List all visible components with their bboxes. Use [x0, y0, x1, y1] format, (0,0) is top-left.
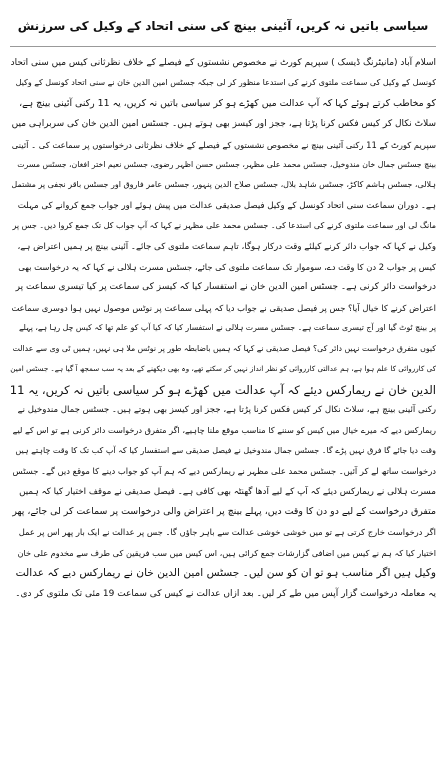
article-line: کی کارروائی کا علم ہوا ہے، ہم عدالتی کارروائی کو نظر انداز نہیں کر سکتے تھے، وہ بھی دیکھنے کے بعد یہ سب سمجھ آ گیا ہے۔ جسٹس امین	[10, 364, 436, 374]
article-line: الدین خان نے ریمارکس دیئے کہ آپ عدالت میں کھڑے ہو کر سیاسی باتیں نہ کریں، یہ 11	[10, 382, 436, 397]
article-line: اسلام آباد (مانیٹرنگ ڈیسک ) سپریم کورٹ نے مخصوص نشستوں کے فیصلے کے خلاف نظرثانی کیس میں سنی اتحاد	[10, 58, 436, 68]
article-line: کیس پر جواب 2 دن کا وقت دے، سوموار تک سماعت ملتوی کی جائے، جسٹس مسرت ہلالی نے کہا کہ یہ درخواست بھی	[18, 262, 436, 273]
article-line: اعتراض کرنے کا خیال آیا؟ جس پر فیصل صدیقی نے جواب دیا کہ پہلی سماعت پر نوٹس موصول نہیں ہوا دوسری سماعت	[11, 302, 436, 313]
article-line: بینچ جسٹس جمال خان مندوخیل، جسٹس محمد علی مظہر، جسٹس حسن اظہر رضوی، جسٹس نعیم اختر افغان، جسٹس مسرت	[17, 160, 436, 170]
article-line: مسرت ہلالی نے ریمارکس دیئے کہ آپ کے لیے آدھا گھنٹہ بھی کافی ہے۔ فیصل صدیقی نے موقف اختیار کیا کہ ہمیں	[19, 486, 436, 497]
article-line: ریمارکس دیے کہ میرے خیال میں کیس کو سننے کا مناسب موقع ملنا چاہیے، اگر متفرق درخواست دائر کرنی ہے تو اس کے لیے	[12, 425, 436, 436]
article-line: یہ معاملہ درخواست گزار آپس میں طے کر لیں۔ بعد ازاں عدالت نے کیس کی سماعت 19 مئی تک ملتوی کر دی۔	[15, 588, 436, 599]
article-line: مانگ لی اور سماعت ملتوی کرنے کی استدعا کی۔ جسٹس محمد علی مظہر نے کہا کہ آپ جواب کل تک جمع کروا دیں۔ جس پر	[12, 221, 436, 231]
article-line: اگر درخواست خارج کرتی ہے تو میں خوشی خوشی عدالت سے باہر جاؤں گا۔ جس پر عدالت نے ایک بار پھر اس پر عمل	[18, 527, 436, 538]
article-line: کیوں متفرق درخواست نہیں دائر کی؟ فیصل صدیقی نے کہا کہ ہمیں باضابطہ طور پر نوٹس ملا ہی نہیں، ہمیں ٹی وی سے عدالت	[12, 343, 436, 353]
article-line: وقت دیا جائے گا فرق نہیں پڑے گا۔ جسٹس جمال مندوخیل نے فیصل صدیقی سے استفسار کیا کہ آپ کب تک کا وقت چاہتے ہیں	[15, 445, 436, 455]
article-line: اختیار کیا کہ ہم نے کیس میں اضافی گزارشات جمع کرائی ہیں، اس کیس میں سب فریقین کی طرف سے مخدوم علی خان	[17, 547, 436, 558]
article-line: درخواست دائر کرنی ہے۔ جسٹس امین الدین خان نے استفسار کیا کہ کیسز کی سماعت پر کیا تیسری سماعت پر	[15, 282, 436, 293]
article-line: متفرق درخواست کے لیے دو دن کا وقت دیں، پہلے بینچ پر اعتراض والی درخواست پر سماعت کر لی جائے، پھر	[12, 505, 436, 517]
article-body	[10, 53, 436, 604]
article-line: درخواست ساتھ لے کر آئیں۔ جسٹس محمد علی مظہر نے ریمارکس دیے کہ ہم آپ کو جواب دینے کا موقع دیں گے۔ جسٹس	[12, 466, 436, 477]
article-line: پر بینچ ٹوٹ گیا اور آج تیسری سماعت ہے۔ جسٹس مسرت ہلالی نے استفسار کیا کہ کیا آپ کو علم تھا کہ کیس چل رہا ہے، پہلے	[18, 323, 436, 333]
article-line: وکیل نے کہا کہ جواب دائر کرنے کیلئے وقت درکار ہوگا، تاہم سماعت ملتوی کی جائے۔ آئینی بینچ پر ہمیں اعتراض ہے،	[17, 241, 436, 252]
article-line: ہے۔ دوران سماعت سنی اتحاد کونسل کے وکیل فیصل صدیقی عدالت میں پیش ہوئے اور جواب جمع کروانے کی مہلت	[17, 200, 436, 211]
headline-divider	[10, 46, 436, 47]
article-line: رکنی آئینی بینچ ہے، سلاٹ نکال کر کیس فکس کرنا پڑتا ہے، ججز اور کیسز بھی ہوتے ہیں۔ جسٹس جمال مندوخیل نے	[17, 404, 436, 415]
article-line: سلاٹ نکال کر کیس فکس کرنا پڑتا ہے، ججز اور کیسز بھی ہوتے ہیں۔ جسٹس امین الدین خان کی سربراہی میں	[11, 119, 436, 130]
article-line: سپریم کورٹ کے 11 رکنی آئینی بینچ نے مخصوص نشستوں کے فیصلے کے خلاف نظرثانی درخواستوں پر سماعت کی ۔ آئینی	[11, 139, 436, 150]
article-line: وکیل ہیں اگر مناسب ہو تو ان کو سن لیں۔ جسٹس امین الدین خان نے ریمارکس دیے کہ عدالت	[15, 567, 436, 580]
article-line: کو مخاطب کرتے ہوئے کہا کہ آپ عدالت میں کھڑے ہو کر سیاسی باتیں نہ کریں، یہ 11 رکنی آئینی بینچ ہے،	[19, 97, 436, 109]
headline: سیاسی باتیں نہ کریں، آئینی بینچ کی سنی اتحاد کے وکیل کی سرزنش	[17, 19, 429, 33]
article-line: کونسل کے وکیل کی سماعت ملتوی کرنے کی استدعا منظور کر لی جبکہ جسٹس امین الدین خان نے سنی اتحاد کونسل کے وکیل	[15, 78, 436, 88]
article-line: ہلالی، جسٹس ہاشم کاکڑ، جسٹس شاہد بلال، جسٹس صلاح الدین پنہور، جسٹس عامر فاروق اور جسٹس باقر نجفی پر مشتمل	[11, 180, 436, 190]
